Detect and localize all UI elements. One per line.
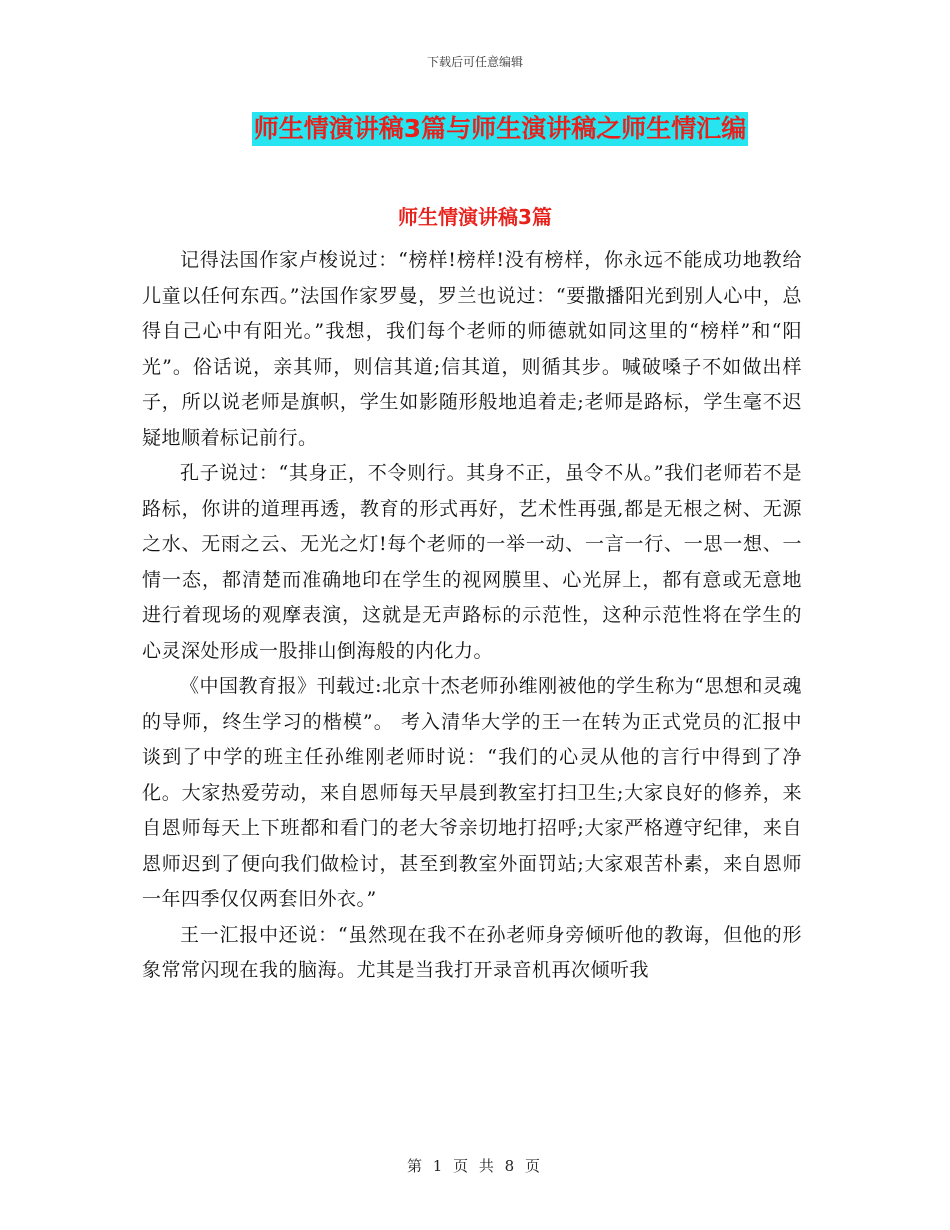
paragraph: 孔子说过：“其身正，不令则行。其身不正，虽令不从。”我们老师若不是路标，你讲的道理再透，教育的形式再好，艺术性再强,都是无根之树、无源之水、无雨之云、无光之灯!每个老师的一举一动、一言一行、一思一想、一情一态，都清楚而准确地印在学生的视网膜里、心光屏上，都有意或无意地进行着现场的观摩表演，这就是无声路标的示范性，这种示范性将在学生的心灵深处形成一股排山倒海般的内化力。 <box>142 462 802 662</box>
section-title: 师生情演讲稿3篇 <box>398 205 552 229</box>
header-note: 下载后可任意编辑 <box>426 55 523 69</box>
paragraph: 《中国教育报》刊载过:北京十杰老师孙维刚被他的学生称为“思想和灵魂的导师，终生学习的楷模”。 考入清华大学的王一在转为正式党员的汇报中谈到了中学的班主任孙维刚老师时说：“我们的心灵从他的言行中得到了净化。大家热爱劳动，来自恩师每天早晨到教室打扫卫生;大家良好的修养，来自恩师每天上下班都和看门的老大爷亲切地打招呼;大家严格遵守纪律，来自恩师迟到了便向我们做检讨，甚至到教室外面罚站;大家艰苦朴素，来自恩师一年四季仅仅两套旧外衣。” <box>142 675 802 910</box>
document-title: 师生情演讲稿3篇与师生演讲稿之师生情汇编 <box>252 112 748 146</box>
paragraph: 王一汇报中还说：“虽然现在我不在孙老师身旁倾听他的教诲，但他的形象常常闪现在我的脑海。尤其是当我打开录音机再次倾听我 <box>142 923 802 981</box>
page-number: 第 1 页 共 8 页 <box>407 1157 543 1175</box>
paragraph: 记得法国作家卢梭说过：“榜样!榜样!没有榜样，你永远不能成功地教给儿童以任何东西。”法国作家罗曼，罗兰也说过：“要撒播阳光到别人心中，总得自己心中有阳光。”我想，我们每个老师的师德就如同这里的“榜样”和“阳光”。俗话说，亲其师，则信其道;信其道，则循其步。喊破嗓子不如做出样子，所以说老师是旗帜，学生如影随形般地追着走;老师是路标，学生毫不迟疑地顺着标记前行。 <box>142 249 802 449</box>
body-text <box>142 243 802 989</box>
document-title-container <box>0 112 950 146</box>
